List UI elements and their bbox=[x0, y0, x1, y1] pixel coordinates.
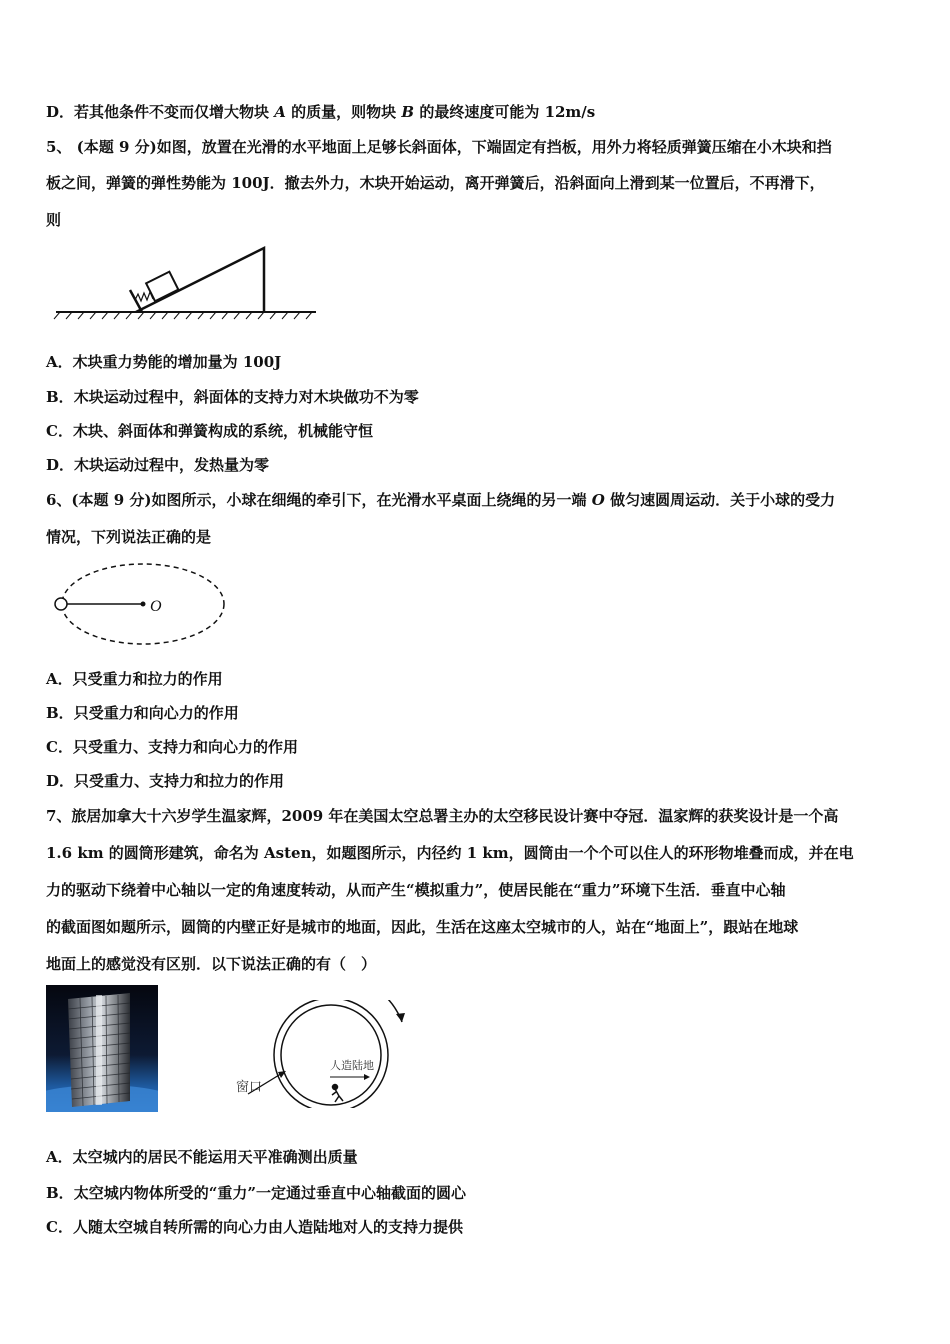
q7-option-c bbox=[46, 1217, 463, 1237]
option-label: D． bbox=[46, 772, 75, 790]
q7-stem-line2: 1.6 km 的圆筒形建筑，命名为 Asten，如题图所示，内径约 1 km，圆筒由一个个可以住人的环形物堆叠而成，并在电 bbox=[46, 844, 854, 862]
option-text: 太空城内的居民不能运用天平准确测出质量 bbox=[72, 1148, 358, 1166]
q7-option-a bbox=[46, 1147, 358, 1167]
option-label: B． bbox=[46, 388, 74, 406]
center-point bbox=[141, 602, 146, 607]
variable-b: B bbox=[401, 103, 415, 121]
option-text: 只受重力和向心力的作用 bbox=[73, 704, 239, 722]
window-label: 窗口 bbox=[236, 1079, 263, 1094]
inner-ring bbox=[281, 1005, 381, 1105]
option-label: C． bbox=[46, 1218, 73, 1236]
stopper-plate bbox=[130, 290, 142, 312]
option-text: 的质量，则物块 bbox=[291, 103, 397, 121]
stem-text: 做匀速圆周运动．关于小球的受力 bbox=[610, 491, 836, 509]
option-text: 太空城内物体所受的“重力”一定通过垂直中心轴截面的圆心 bbox=[73, 1184, 466, 1202]
q7-stem-line3: 力的驱动下绕着中心轴以一定的角速度转动，从而产生“模拟重力”，使居民能在“重力”环境下生活．垂直中心轴 bbox=[46, 881, 786, 899]
q7-stem-line1: 7、旅居加拿大十六岁学生温家辉，2009 年在美国太空总署主办的太空移民设计赛中夺冠．温家辉的获奖设计是一个高 bbox=[46, 807, 839, 825]
q6-option-d bbox=[46, 771, 284, 791]
option-text: 木块、斜面体和弹簧构成的系统，机械能守恒 bbox=[72, 422, 373, 440]
stem-text: 6、(本题 9 分)如图所示，小球在细绳的牵引下，在光滑水平桌面上绕绳的另一端 bbox=[46, 491, 587, 509]
wood-block bbox=[146, 272, 178, 302]
q6-option-a bbox=[46, 669, 223, 689]
q6-stem-line2: 情况，下列说法正确的是 bbox=[46, 528, 212, 546]
option-text: 木块运动过程中，发热量为零 bbox=[74, 456, 270, 474]
space-city-photo bbox=[46, 985, 158, 1112]
q5-option-d bbox=[46, 455, 269, 475]
incline-figure bbox=[46, 238, 326, 322]
q7-option-b bbox=[46, 1183, 466, 1203]
circular-motion-figure bbox=[46, 558, 231, 650]
q6-option-b bbox=[46, 703, 239, 723]
option-label: D． bbox=[46, 103, 75, 121]
ball bbox=[55, 598, 67, 610]
q5-stem-line1: 5、 (本题 9 分)如图，放置在光滑的水平地面上足够长斜面体，下端固定有挡板，用外力将轻质弹簧压缩在小木块和挡 bbox=[46, 138, 832, 156]
option-label: C． bbox=[46, 738, 73, 756]
ground-hatching bbox=[54, 312, 312, 319]
q5-stem-line3: 则 bbox=[46, 211, 62, 229]
option-label: A． bbox=[46, 670, 73, 688]
option-text: 只受重力、支持力和向心力的作用 bbox=[72, 738, 298, 756]
option-label: A． bbox=[46, 1148, 73, 1166]
q4-option-d bbox=[46, 102, 595, 122]
option-text: 只受重力、支持力和拉力的作用 bbox=[74, 772, 285, 790]
rotation-arrow bbox=[372, 1000, 402, 1022]
center-label: O bbox=[150, 598, 162, 615]
outer-ring bbox=[274, 1000, 388, 1108]
option-text: 的最终速度可能为 bbox=[419, 103, 540, 121]
option-label: D． bbox=[46, 456, 75, 474]
speed-value: 12m/s bbox=[544, 103, 596, 121]
option-text: 木块运动过程中，斜面体的支持力对木块做功不为零 bbox=[73, 388, 419, 406]
option-label: C． bbox=[46, 422, 73, 440]
option-text: 人随太空城自转所需的向心力由人造陆地对人的支持力提供 bbox=[72, 1218, 463, 1236]
cross-section-figure bbox=[232, 1000, 412, 1108]
q6-stem-line1 bbox=[46, 490, 835, 510]
variable-o: O bbox=[591, 491, 605, 509]
variable-a: A bbox=[274, 103, 286, 121]
option-text: 只受重力和拉力的作用 bbox=[72, 670, 223, 688]
q5-option-a bbox=[46, 352, 281, 372]
person-icon bbox=[332, 1085, 343, 1103]
option-text: 若其他条件不变而仅增大物块 bbox=[74, 103, 270, 121]
option-text: 木块重力势能的增加量为 100J bbox=[72, 353, 282, 371]
q6-option-c bbox=[46, 737, 298, 757]
q5-option-c bbox=[46, 421, 373, 441]
option-label: A． bbox=[46, 353, 73, 371]
q7-stem-line5: 地面上的感觉没有区别．以下说法正确的有（ ） bbox=[46, 955, 377, 973]
q5-stem-line2: 板之间，弹簧的弹性势能为 100J．撤去外力，木块开始运动，离开弹簧后，沿斜面向上滑到某一位置后，不再滑下， bbox=[46, 174, 825, 192]
option-label: B． bbox=[46, 1184, 74, 1202]
option-label: B． bbox=[46, 704, 74, 722]
rotation-arrowhead bbox=[396, 1013, 405, 1022]
q5-option-b bbox=[46, 387, 419, 407]
q7-stem-line4: 的截面图如题所示，圆筒的内壁正好是城市的地面，因此，生活在这座太空城市的人，站在“地面上”，跟站在地球 bbox=[46, 918, 799, 936]
artificial-ground-label: 人造陆地 bbox=[330, 1060, 374, 1072]
